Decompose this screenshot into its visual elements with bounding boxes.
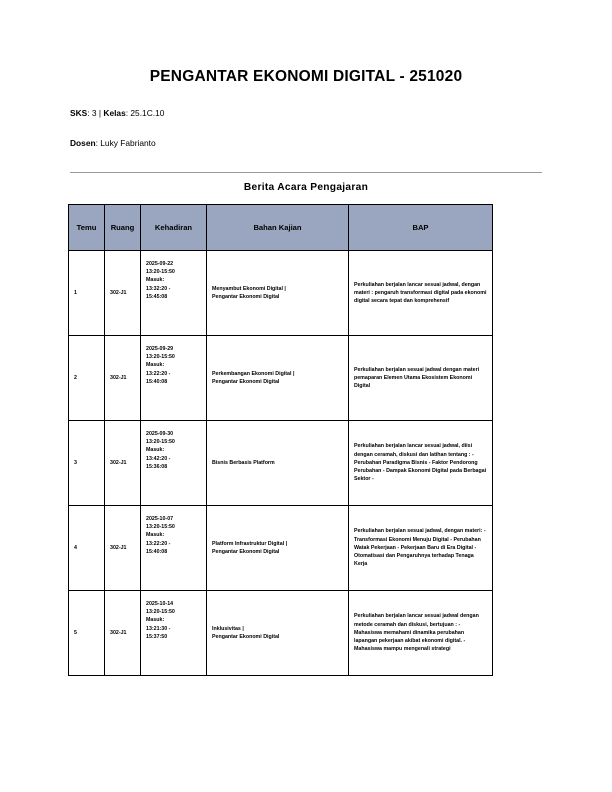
cell-temu: 2 — [69, 336, 105, 421]
table-row — [69, 506, 493, 591]
kehadiran-keluar-time: 15:40:08 — [146, 548, 168, 555]
cell-bahan-kajian — [207, 591, 349, 676]
cell-temu: 3 — [69, 421, 105, 506]
cell-ruang: 302-J1 — [105, 421, 141, 506]
table-row — [69, 421, 493, 506]
cell-kehadiran — [141, 506, 207, 591]
cell-ruang: 302-J1 — [105, 506, 141, 591]
kehadiran-masuk-label: Masuk: — [146, 617, 165, 624]
page-title: PENGANTAR EKONOMI DIGITAL - 251020 — [149, 68, 463, 85]
horizontal-divider — [70, 172, 542, 173]
cell-ruang: 302-J1 — [105, 336, 141, 421]
cell-bahan-kajian — [207, 336, 349, 421]
kelas-label: Kelas — [103, 108, 126, 118]
table-row — [69, 251, 493, 336]
bahan-kajian-line-1: Inklusivitas | — [212, 625, 244, 632]
bahan-kajian-line-1: Platform Infrastruktur Digital | — [212, 540, 288, 547]
kehadiran-schedule: 13:20-15:50 — [146, 354, 175, 361]
cell-kehadiran — [141, 251, 207, 336]
table-header-row — [69, 205, 493, 251]
cell-kehadiran — [141, 336, 207, 421]
kehadiran-date: 2025-09-22 — [146, 261, 174, 267]
column-header-kehadiran: Kehadiran — [141, 205, 207, 251]
kehadiran-keluar-time: 15:45:08 — [146, 293, 168, 300]
kehadiran-keluar-time: 15:40:08 — [146, 378, 168, 385]
kehadiran-masuk-label: Masuk: — [146, 447, 165, 454]
column-header-bahan-kajian: Bahan Kajian — [207, 205, 349, 251]
table-row — [69, 336, 493, 421]
sks-label: SKS — [70, 108, 88, 118]
column-header-bap: BAP — [349, 205, 493, 251]
cell-temu: 1 — [69, 251, 105, 336]
kehadiran-masuk-time: 13:32:20 - — [146, 285, 171, 292]
cell-kehadiran — [141, 591, 207, 676]
kehadiran-date: 2025-09-30 — [146, 431, 174, 437]
table-header — [69, 205, 493, 251]
table-row — [69, 591, 493, 676]
cell-temu: 5 — [69, 591, 105, 676]
section-title: Berita Acara Pengajaran — [243, 182, 369, 193]
bahan-kajian-line-1: Bisnis Berbasis Platform — [212, 459, 275, 466]
kehadiran-masuk-time: 13:42:20 - — [146, 455, 171, 462]
cell-bap: Perkuliahan berjalan lancar sesuai jadwal dengan metode ceramah dan diskusi, bertujuan : - Mahasiswa memahami dinamika perubahan lapangan pekerjaan akibat ekonomi digital. - Mahasiswa mampu mengenali strategi — [349, 591, 493, 676]
bahan-kajian-line-2: Pengantar Ekonomi Digital — [212, 634, 280, 640]
bahan-kajian-line-2: Pengantar Ekonomi Digital — [212, 294, 280, 300]
cell-bahan-kajian — [207, 251, 349, 336]
kehadiran-keluar-time: 15:36:08 — [146, 463, 168, 470]
kehadiran-schedule: 13:20-15:50 — [146, 439, 175, 446]
cell-bahan-kajian — [207, 421, 349, 506]
kehadiran-masuk-time: 13:22:20 - — [146, 370, 171, 377]
kehadiran-date: 2025-10-14 — [146, 601, 174, 607]
kehadiran-masuk-label: Masuk: — [146, 532, 165, 539]
bahan-kajian-line-1: Menyambut Ekonomi Digital | — [212, 285, 286, 292]
cell-bap: Perkuliahan berjalan sesuai jadwal, dengan materi: - Transformasi Ekonomi Menuju Digital - Perubahan Watak Pekerjaan - Pekerjaan Baru di Era Digital - Otomatisasi dan Pengaruhnya terhadap Tenaga Kerja — [349, 506, 493, 591]
course-meta-sks-kelas — [70, 108, 164, 118]
kehadiran-schedule: 13:20-15:50 — [146, 609, 175, 616]
cell-bap: Perkuliahan berjalan sesuai jadwal dengan materi pemaparan Elemen Utama Ekosistem Ekonomi Digital — [349, 336, 493, 421]
table-body — [69, 251, 493, 676]
dosen-value: : Luky Fabrianto — [95, 138, 156, 148]
berita-acara-table — [68, 204, 493, 676]
cell-ruang: 302-J1 — [105, 251, 141, 336]
kehadiran-schedule: 13:20-15:50 — [146, 269, 175, 276]
kehadiran-keluar-time: 15:37:50 — [146, 633, 168, 640]
cell-bahan-kajian — [207, 506, 349, 591]
cell-temu: 4 — [69, 506, 105, 591]
kehadiran-date: 2025-10-07 — [146, 516, 174, 522]
column-header-ruang: Ruang — [105, 205, 141, 251]
dosen-label: Dosen — [70, 138, 96, 148]
course-meta-dosen — [70, 138, 156, 148]
kehadiran-masuk-time: 13:22:20 - — [146, 540, 171, 547]
bahan-kajian-line-2: Pengantar Ekonomi Digital — [212, 379, 280, 385]
kehadiran-masuk-time: 13:21:30 - — [146, 625, 171, 632]
column-header-temu: Temu — [69, 205, 105, 251]
bahan-kajian-line-2: Pengantar Ekonomi Digital — [212, 549, 280, 555]
kehadiran-masuk-label: Masuk: — [146, 277, 165, 284]
kehadiran-masuk-label: Masuk: — [146, 362, 165, 369]
kelas-value: : 25.1C.10 — [125, 108, 165, 118]
sks-value: : 3 | — [87, 108, 104, 118]
kehadiran-schedule: 13:20-15:50 — [146, 524, 175, 531]
cell-bap: Perkuliahan berjalan lancar sesuai jadwal, diisi dengan ceramah, diskusi dan latihan tentang : - Perubahan Paradigma Bisnis - Faktor Pendorong Perubahan - Dampak Ekonomi Digital pada Berbagai Sektor - — [349, 421, 493, 506]
cell-bap: Perkuliahan berjalan lancar sesuai jadwal, dengan materi : pengaruh transformasi digital pada ekonomi digital secara tepat dan komprehensif — [349, 251, 493, 336]
bahan-kajian-line-1: Perkembangan Ekonomi Digital | — [212, 370, 295, 377]
kehadiran-date: 2025-09-29 — [146, 346, 174, 352]
cell-ruang: 302-J1 — [105, 591, 141, 676]
cell-kehadiran — [141, 421, 207, 506]
